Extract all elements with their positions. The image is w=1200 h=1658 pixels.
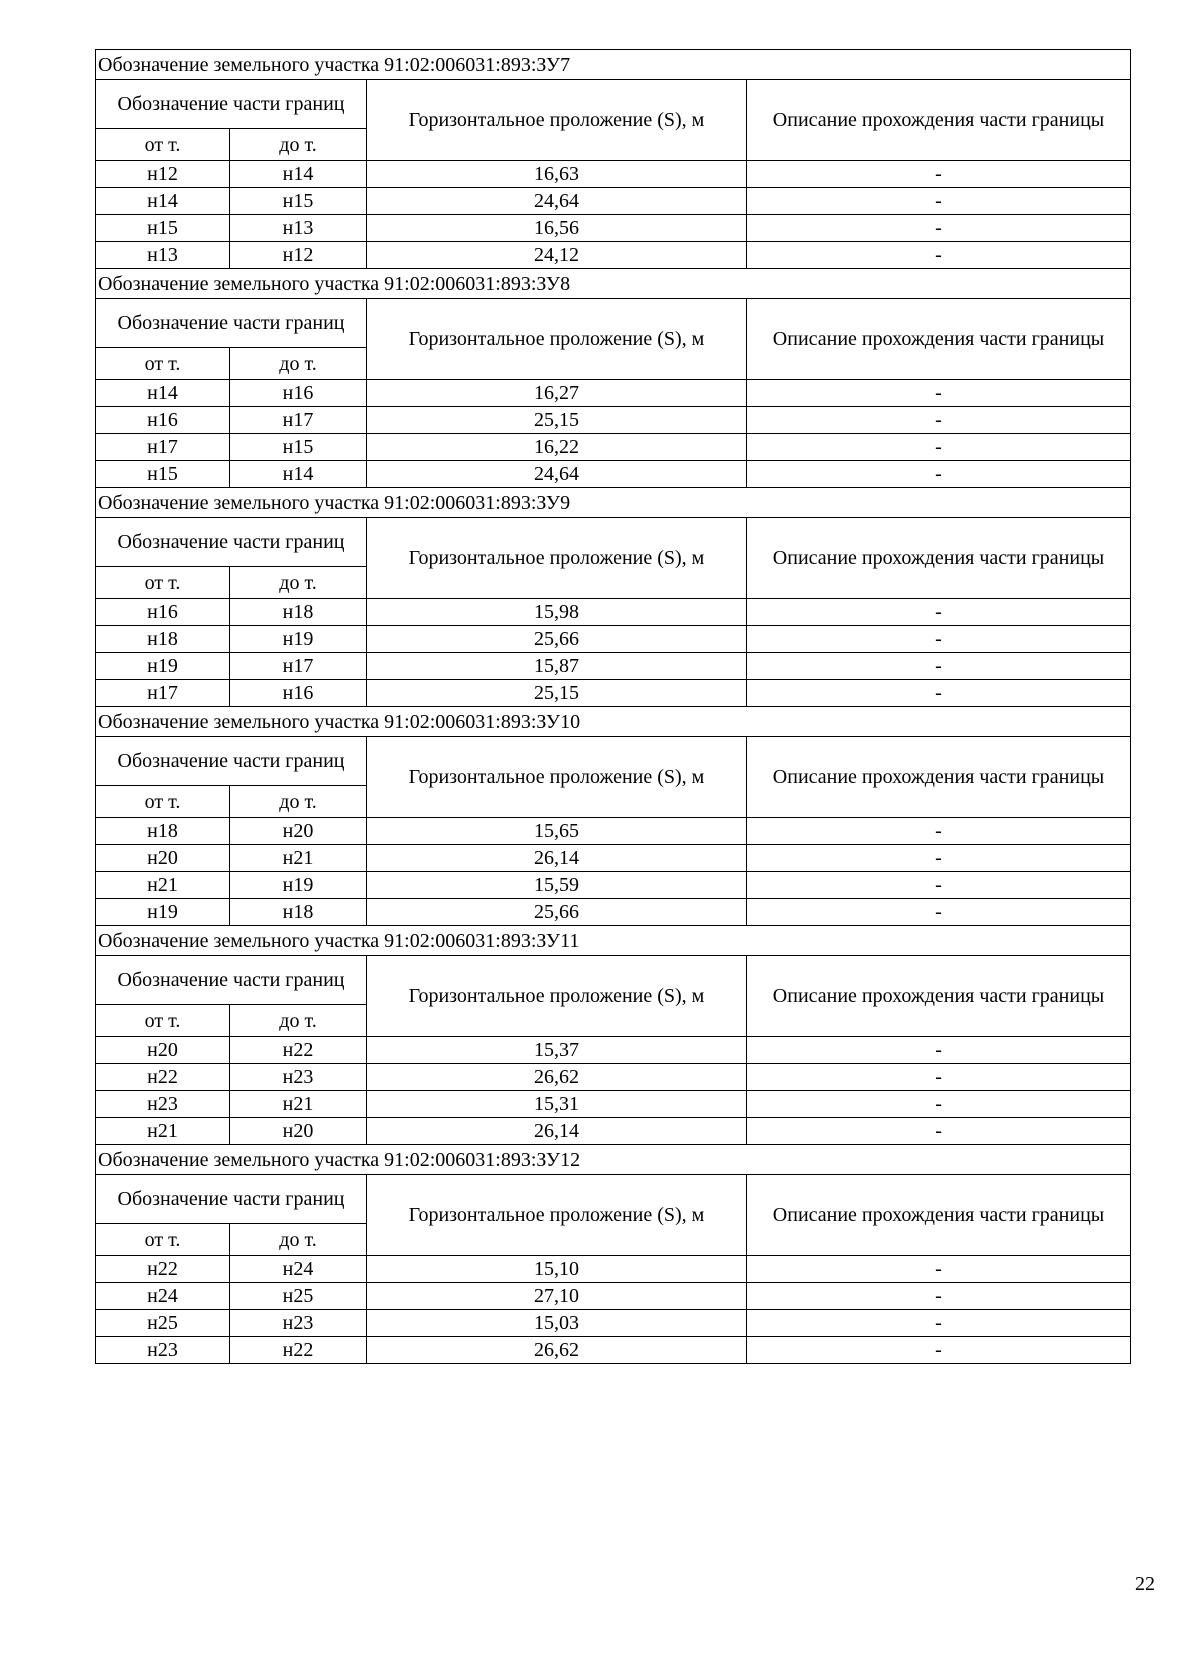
horizontal-distance-header: Горизонтальное проложение (S), м [367,299,747,380]
to-point-cell: н17 [230,407,367,434]
description-cell: - [747,407,1131,434]
from-point-cell: н25 [96,1310,230,1337]
table-row [96,407,1131,434]
description-cell: - [747,242,1131,269]
horizontal-distance-header: Горизонтальное проложение (S), м [367,1175,747,1256]
table-row [96,1337,1131,1364]
table-row [96,653,1131,680]
description-cell: - [747,380,1131,407]
from-point-cell: н15 [96,215,230,242]
distance-cell: 15,59 [367,872,747,899]
distance-cell: 25,15 [367,407,747,434]
description-header: Описание прохождения части границы [747,299,1131,380]
table-row [96,188,1131,215]
from-point-header: от т. [96,567,230,599]
to-point-cell: н18 [230,899,367,926]
from-point-cell: н15 [96,461,230,488]
to-point-cell: н15 [230,188,367,215]
from-point-cell: н18 [96,626,230,653]
part-designation-header: Обозначение части границ [96,80,367,129]
to-point-cell: н15 [230,434,367,461]
distance-cell: 26,14 [367,1118,747,1145]
table-row [96,1064,1131,1091]
table-row [96,1283,1131,1310]
to-point-cell: н23 [230,1064,367,1091]
land-plot-title: Обозначение земельного участка 91:02:006031:893:ЗУ12 [96,1145,1131,1175]
table-row [96,461,1131,488]
from-point-cell: н19 [96,653,230,680]
description-cell: - [747,899,1131,926]
horizontal-distance-header: Горизонтальное проложение (S), м [367,956,747,1037]
description-header: Описание прохождения части границы [747,518,1131,599]
land-plot-table [95,706,1131,926]
from-point-cell: н16 [96,407,230,434]
description-cell: - [747,161,1131,188]
table-row [96,626,1131,653]
description-cell: - [747,1118,1131,1145]
distance-cell: 25,15 [367,680,747,707]
to-point-cell: н20 [230,1118,367,1145]
description-cell: - [747,1091,1131,1118]
land-plot-title: Обозначение земельного участка 91:02:006031:893:ЗУ9 [96,488,1131,518]
distance-cell: 15,10 [367,1256,747,1283]
to-point-header: до т. [230,129,367,161]
from-point-cell: н20 [96,1037,230,1064]
distance-cell: 15,03 [367,1310,747,1337]
description-cell: - [747,215,1131,242]
table-row [96,872,1131,899]
table-row [96,1256,1131,1283]
to-point-header: до т. [230,348,367,380]
description-cell: - [747,1064,1131,1091]
description-cell: - [747,434,1131,461]
from-point-cell: н14 [96,380,230,407]
table-row [96,380,1131,407]
description-cell: - [747,1337,1131,1364]
table-row [96,242,1131,269]
to-point-cell: н12 [230,242,367,269]
table-row [96,161,1131,188]
distance-cell: 15,98 [367,599,747,626]
to-point-cell: н18 [230,599,367,626]
from-point-cell: н14 [96,188,230,215]
table-row [96,215,1131,242]
distance-cell: 16,27 [367,380,747,407]
part-designation-header: Обозначение части границ [96,1175,367,1224]
distance-cell: 26,14 [367,845,747,872]
part-designation-header: Обозначение части границ [96,956,367,1005]
table-row [96,680,1131,707]
to-point-cell: н22 [230,1337,367,1364]
from-point-header: от т. [96,786,230,818]
from-point-cell: н12 [96,161,230,188]
land-plot-table [95,1144,1131,1364]
part-designation-header: Обозначение части границ [96,737,367,786]
table-row [96,1310,1131,1337]
from-point-cell: н20 [96,845,230,872]
to-point-cell: н21 [230,1091,367,1118]
to-point-cell: н21 [230,845,367,872]
distance-cell: 26,62 [367,1337,747,1364]
table-row [96,1037,1131,1064]
part-designation-header: Обозначение части границ [96,299,367,348]
land-plot-title: Обозначение земельного участка 91:02:006031:893:ЗУ8 [96,269,1131,299]
description-cell: - [747,599,1131,626]
description-cell: - [747,1037,1131,1064]
to-point-cell: н23 [230,1310,367,1337]
land-plot-title: Обозначение земельного участка 91:02:006031:893:ЗУ10 [96,707,1131,737]
from-point-cell: н13 [96,242,230,269]
distance-cell: 15,65 [367,818,747,845]
from-point-cell: н24 [96,1283,230,1310]
description-header: Описание прохождения части границы [747,80,1131,161]
description-cell: - [747,626,1131,653]
description-cell: - [747,461,1131,488]
description-cell: - [747,872,1131,899]
table-row [96,845,1131,872]
description-cell: - [747,188,1131,215]
from-point-cell: н22 [96,1256,230,1283]
land-plot-table [95,925,1131,1145]
land-plot-table [95,268,1131,488]
from-point-cell: н16 [96,599,230,626]
to-point-cell: н16 [230,380,367,407]
horizontal-distance-header: Горизонтальное проложение (S), м [367,737,747,818]
description-header: Описание прохождения части границы [747,737,1131,818]
table-row [96,818,1131,845]
part-designation-header: Обозначение части границ [96,518,367,567]
distance-cell: 25,66 [367,899,747,926]
from-point-cell: н18 [96,818,230,845]
from-point-header: от т. [96,129,230,161]
table-row [96,899,1131,926]
table-row [96,1118,1131,1145]
distance-cell: 16,56 [367,215,747,242]
distance-cell: 15,31 [367,1091,747,1118]
table-row [96,434,1131,461]
table-row [96,599,1131,626]
to-point-cell: н20 [230,818,367,845]
description-cell: - [747,1310,1131,1337]
to-point-header: до т. [230,786,367,818]
horizontal-distance-header: Горизонтальное проложение (S), м [367,80,747,161]
description-header: Описание прохождения части границы [747,1175,1131,1256]
distance-cell: 26,62 [367,1064,747,1091]
from-point-cell: н22 [96,1064,230,1091]
land-plot-title: Обозначение земельного участка 91:02:006031:893:ЗУ7 [96,50,1131,80]
distance-cell: 16,63 [367,161,747,188]
from-point-cell: н23 [96,1337,230,1364]
description-cell: - [747,1256,1131,1283]
to-point-cell: н19 [230,626,367,653]
land-plot-table [95,487,1131,707]
from-point-cell: н17 [96,680,230,707]
to-point-cell: н19 [230,872,367,899]
to-point-cell: н17 [230,653,367,680]
from-point-header: от т. [96,348,230,380]
to-point-cell: н14 [230,161,367,188]
horizontal-distance-header: Горизонтальное проложение (S), м [367,518,747,599]
description-cell: - [747,1283,1131,1310]
from-point-cell: н19 [96,899,230,926]
description-cell: - [747,818,1131,845]
to-point-cell: н25 [230,1283,367,1310]
distance-cell: 27,10 [367,1283,747,1310]
to-point-cell: н13 [230,215,367,242]
from-point-cell: н17 [96,434,230,461]
distance-cell: 24,64 [367,461,747,488]
land-plot-title: Обозначение земельного участка 91:02:006031:893:ЗУ11 [96,926,1131,956]
from-point-header: от т. [96,1224,230,1256]
land-plot-table [95,49,1131,269]
distance-cell: 16,22 [367,434,747,461]
distance-cell: 15,87 [367,653,747,680]
from-point-cell: н21 [96,872,230,899]
description-cell: - [747,653,1131,680]
description-cell: - [747,845,1131,872]
to-point-header: до т. [230,1005,367,1037]
distance-cell: 25,66 [367,626,747,653]
page-number: 22 [1135,1573,1155,1595]
table-row [96,1091,1131,1118]
from-point-cell: н23 [96,1091,230,1118]
distance-cell: 15,37 [367,1037,747,1064]
to-point-cell: н24 [230,1256,367,1283]
from-point-cell: н21 [96,1118,230,1145]
to-point-header: до т. [230,567,367,599]
description-cell: - [747,680,1131,707]
to-point-header: до т. [230,1224,367,1256]
distance-cell: 24,12 [367,242,747,269]
description-header: Описание прохождения части границы [747,956,1131,1037]
to-point-cell: н22 [230,1037,367,1064]
distance-cell: 24,64 [367,188,747,215]
to-point-cell: н14 [230,461,367,488]
to-point-cell: н16 [230,680,367,707]
from-point-header: от т. [96,1005,230,1037]
boundary-tables-document [95,50,1130,1364]
